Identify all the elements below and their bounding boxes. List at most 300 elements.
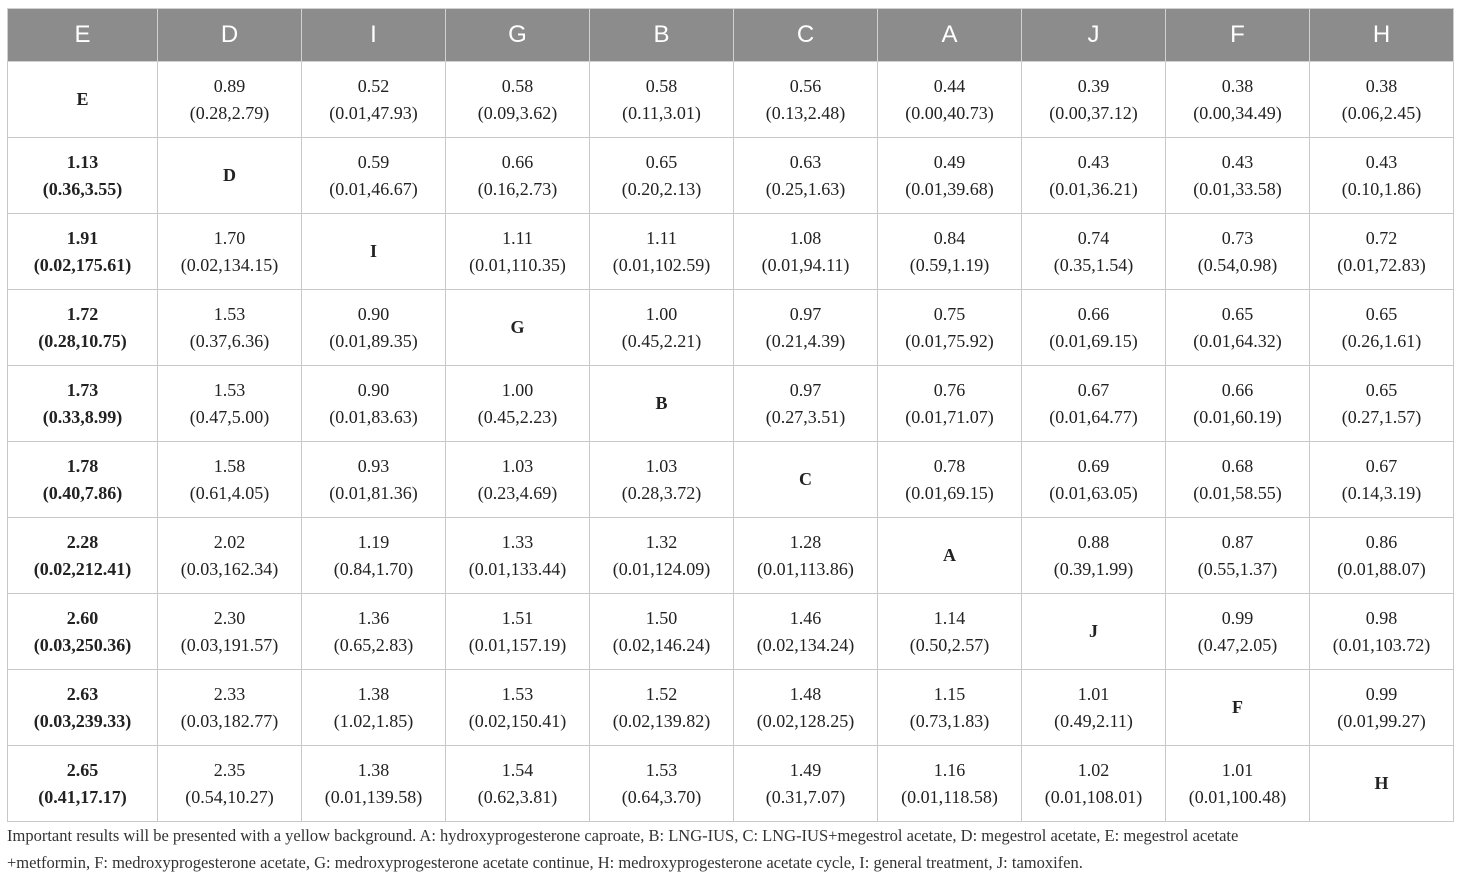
comparison-cell — [158, 746, 302, 822]
comparison-cell — [302, 62, 446, 138]
comparison-cell — [878, 366, 1022, 442]
estimate-value: 0.72 — [1365, 227, 1398, 248]
comparison-cell — [878, 670, 1022, 746]
header-row — [8, 9, 1454, 62]
confidence-interval: (0.40,7.86) — [42, 482, 123, 503]
estimate-value: 1.03 — [501, 455, 534, 476]
comparison-cell — [1022, 214, 1166, 290]
confidence-interval: (0.31,7.07) — [765, 786, 846, 807]
estimate-value: 2.35 — [213, 759, 246, 780]
comparison-cell — [590, 670, 734, 746]
estimate-value: 1.00 — [645, 303, 678, 324]
estimate-value: 0.68 — [1221, 455, 1254, 476]
confidence-interval: (0.01,46.67) — [329, 178, 418, 199]
comparison-cell — [1166, 442, 1310, 518]
confidence-interval: (0.02,175.61) — [33, 254, 132, 275]
estimate-value: 0.38 — [1221, 75, 1254, 96]
confidence-interval: (0.61,4.05) — [189, 482, 270, 503]
estimate-value: 0.39 — [1077, 75, 1110, 96]
confidence-interval: (0.45,2.23) — [477, 406, 558, 427]
comparison-cell — [302, 594, 446, 670]
comparison-cell — [1310, 366, 1454, 442]
column-header: C — [734, 9, 878, 62]
confidence-interval: (0.06,2.45) — [1341, 102, 1422, 123]
estimate-value: 0.44 — [933, 75, 966, 96]
estimate-value: 1.49 — [789, 759, 822, 780]
comparison-cell — [1310, 670, 1454, 746]
comparison-cell — [734, 518, 878, 594]
confidence-interval: (0.39,1.99) — [1053, 558, 1134, 579]
comparison-cell — [1166, 290, 1310, 366]
estimate-value: 0.87 — [1221, 531, 1254, 552]
confidence-interval: (0.25,1.63) — [765, 178, 846, 199]
estimate-value: 0.88 — [1077, 531, 1110, 552]
comparison-cell — [8, 670, 158, 746]
confidence-interval: (0.03,191.57) — [180, 634, 279, 655]
confidence-interval: (0.01,110.35) — [469, 254, 566, 275]
estimate-value: 1.54 — [501, 759, 534, 780]
comparison-cell — [446, 442, 590, 518]
comparison-cell — [590, 518, 734, 594]
confidence-interval: (0.01,102.59) — [612, 254, 711, 275]
estimate-value: 1.32 — [645, 531, 678, 552]
comparison-cell — [734, 214, 878, 290]
comparison-cell — [446, 746, 590, 822]
comparison-cell — [590, 290, 734, 366]
comparison-cell — [1022, 746, 1166, 822]
column-header: I — [302, 9, 446, 62]
confidence-interval: (0.01,60.19) — [1193, 406, 1282, 427]
confidence-interval: (0.01,33.58) — [1193, 178, 1282, 199]
estimate-value: 1.15 — [933, 683, 966, 704]
comparison-cell — [302, 518, 446, 594]
comparison-cell — [446, 518, 590, 594]
comparison-cell — [878, 594, 1022, 670]
confidence-interval: (0.02,134.24) — [756, 634, 855, 655]
confidence-interval: (0.27,1.57) — [1341, 406, 1422, 427]
comparison-cell — [158, 518, 302, 594]
comparison-cell — [1166, 62, 1310, 138]
comparison-cell — [446, 670, 590, 746]
confidence-interval: (0.23,4.69) — [477, 482, 558, 503]
confidence-interval: (1.02,1.85) — [333, 710, 414, 731]
confidence-interval: (0.02,134.15) — [180, 254, 279, 275]
comparison-cell — [8, 442, 158, 518]
comparison-cell — [734, 594, 878, 670]
estimate-value: 1.00 — [501, 379, 534, 400]
confidence-interval: (0.54,0.98) — [1197, 254, 1278, 275]
estimate-value: 0.90 — [357, 379, 390, 400]
confidence-interval: (0.01,100.48) — [1188, 786, 1287, 807]
comparison-cell — [1166, 746, 1310, 822]
comparison-cell — [1022, 290, 1166, 366]
confidence-interval: (0.37,6.36) — [189, 330, 270, 351]
comparison-cell — [302, 670, 446, 746]
confidence-interval: (0.36,3.55) — [42, 178, 123, 199]
estimate-value: 2.30 — [213, 607, 246, 628]
comparison-cell — [158, 62, 302, 138]
comparison-cell — [590, 214, 734, 290]
estimate-value: 1.02 — [1077, 759, 1110, 780]
estimate-value: 0.58 — [645, 75, 678, 96]
estimate-value: 0.84 — [933, 227, 966, 248]
column-header: J — [1022, 9, 1166, 62]
comparison-cell — [1166, 214, 1310, 290]
confidence-interval: (0.33,8.99) — [42, 406, 123, 427]
estimate-value: 2.02 — [213, 531, 246, 552]
estimate-value: 0.63 — [789, 151, 822, 172]
estimate-value: 0.65 — [1365, 379, 1398, 400]
estimate-value: 2.33 — [213, 683, 246, 704]
confidence-interval: (0.03,182.77) — [180, 710, 279, 731]
confidence-interval: (0.55,1.37) — [1197, 558, 1278, 579]
comparison-cell — [1310, 290, 1454, 366]
table-header — [8, 9, 1454, 62]
comparison-cell — [1166, 594, 1310, 670]
comparison-cell — [302, 746, 446, 822]
column-header: G — [446, 9, 590, 62]
estimate-value: 1.78 — [66, 455, 99, 476]
comparison-cell — [878, 138, 1022, 214]
confidence-interval: (0.03,250.36) — [33, 634, 132, 655]
confidence-interval: (0.49,2.11) — [1054, 710, 1133, 731]
confidence-interval: (0.01,58.55) — [1193, 482, 1282, 503]
estimate-value: 0.73 — [1221, 227, 1254, 248]
comparison-cell — [734, 366, 878, 442]
diagonal-cell: I — [302, 214, 446, 290]
estimate-value: 2.60 — [66, 607, 99, 628]
confidence-interval: (0.01,88.07) — [1337, 558, 1426, 579]
comparison-cell — [302, 290, 446, 366]
estimate-value: 1.38 — [357, 683, 390, 704]
league-table — [7, 8, 1454, 822]
comparison-cell — [878, 290, 1022, 366]
confidence-interval: (0.16,2.73) — [477, 178, 558, 199]
confidence-interval: (0.01,103.72) — [1332, 634, 1431, 655]
estimate-value: 1.72 — [66, 303, 99, 324]
confidence-interval: (0.01,81.36) — [329, 482, 418, 503]
estimate-value: 1.11 — [502, 227, 533, 248]
comparison-cell — [8, 214, 158, 290]
confidence-interval: (0.01,139.58) — [324, 786, 423, 807]
estimate-value: 0.65 — [645, 151, 678, 172]
diagonal-cell: F — [1166, 670, 1310, 746]
comparison-cell — [1022, 366, 1166, 442]
estimate-value: 1.58 — [213, 455, 246, 476]
footnote-line-2: +metformin, F: medroxyprogesterone acetate, G: medroxyprogesterone acetate continue, H: medroxyprogesterone acetate cycle, I: general treatment, J: tamoxifen. — [7, 853, 1083, 872]
confidence-interval: (0.62,3.81) — [477, 786, 558, 807]
confidence-interval: (0.01,47.93) — [329, 102, 418, 123]
estimate-value: 1.70 — [213, 227, 246, 248]
table-footnote — [7, 822, 1453, 876]
estimate-value: 1.91 — [66, 227, 99, 248]
comparison-cell — [8, 518, 158, 594]
confidence-interval: (0.28,2.79) — [189, 102, 270, 123]
comparison-cell — [878, 62, 1022, 138]
comparison-cell — [734, 670, 878, 746]
estimate-value: 1.46 — [789, 607, 822, 628]
confidence-interval: (0.02,128.25) — [756, 710, 855, 731]
confidence-interval: (0.65,2.83) — [333, 634, 414, 655]
confidence-interval: (0.01,108.01) — [1044, 786, 1143, 807]
diagonal-cell: A — [878, 518, 1022, 594]
confidence-interval: (0.01,118.58) — [901, 786, 998, 807]
comparison-cell — [8, 594, 158, 670]
estimate-value: 0.65 — [1221, 303, 1254, 324]
diagonal-cell: C — [734, 442, 878, 518]
estimate-value: 0.43 — [1221, 151, 1254, 172]
table-row — [8, 366, 1454, 442]
confidence-interval: (0.01,72.83) — [1337, 254, 1426, 275]
comparison-cell — [1022, 138, 1166, 214]
estimate-value: 0.78 — [933, 455, 966, 476]
confidence-interval: (0.21,4.39) — [765, 330, 846, 351]
estimate-value: 1.03 — [645, 455, 678, 476]
confidence-interval: (0.01,39.68) — [905, 178, 994, 199]
comparison-cell — [446, 214, 590, 290]
confidence-interval: (0.01,124.09) — [612, 558, 711, 579]
estimate-value: 1.19 — [357, 531, 390, 552]
confidence-interval: (0.01,89.35) — [329, 330, 418, 351]
comparison-cell — [302, 138, 446, 214]
confidence-interval: (0.28,3.72) — [621, 482, 702, 503]
comparison-cell — [1166, 138, 1310, 214]
confidence-interval: (0.13,2.48) — [765, 102, 846, 123]
estimate-value: 1.73 — [66, 379, 99, 400]
confidence-interval: (0.64,3.70) — [621, 786, 702, 807]
estimate-value: 1.38 — [357, 759, 390, 780]
confidence-interval: (0.03,239.33) — [33, 710, 132, 731]
estimate-value: 1.16 — [933, 759, 966, 780]
estimate-value: 1.51 — [501, 607, 534, 628]
estimate-value: 1.53 — [213, 303, 246, 324]
estimate-value: 0.66 — [1221, 379, 1254, 400]
confidence-interval: (0.20,2.13) — [621, 178, 702, 199]
comparison-cell — [1310, 138, 1454, 214]
comparison-cell — [1022, 442, 1166, 518]
estimate-value: 1.48 — [789, 683, 822, 704]
table-body — [8, 62, 1454, 822]
confidence-interval: (0.01,75.92) — [905, 330, 994, 351]
confidence-interval: (0.28,10.75) — [38, 330, 127, 351]
estimate-value: 2.63 — [66, 683, 99, 704]
comparison-cell — [1310, 594, 1454, 670]
estimate-value: 1.28 — [789, 531, 822, 552]
comparison-cell — [446, 594, 590, 670]
confidence-interval: (0.02,146.24) — [612, 634, 711, 655]
estimate-value: 1.50 — [645, 607, 678, 628]
comparison-cell — [1022, 670, 1166, 746]
estimate-value: 1.01 — [1221, 759, 1254, 780]
comparison-cell — [158, 366, 302, 442]
table-row — [8, 442, 1454, 518]
footnote-line-1: Important results will be presented with a yellow background. A: hydroxyprogesterone caproate, B: LNG-IUS, C: LNG-IUS+megestrol acetate, D: megestrol acetate, E: megestrol acetate — [7, 826, 1239, 845]
confidence-interval: (0.00,37.12) — [1049, 102, 1138, 123]
estimate-value: 0.76 — [933, 379, 966, 400]
column-header: A — [878, 9, 1022, 62]
confidence-interval: (0.01,113.86) — [757, 558, 854, 579]
estimate-value: 2.65 — [66, 759, 99, 780]
confidence-interval: (0.00,34.49) — [1193, 102, 1282, 123]
confidence-interval: (0.73,1.83) — [909, 710, 990, 731]
estimate-value: 0.66 — [1077, 303, 1110, 324]
confidence-interval: (0.01,63.05) — [1049, 482, 1138, 503]
column-header: B — [590, 9, 734, 62]
comparison-cell — [734, 62, 878, 138]
confidence-interval: (0.45,2.21) — [621, 330, 702, 351]
comparison-cell — [8, 746, 158, 822]
confidence-interval: (0.41,17.17) — [38, 786, 127, 807]
comparison-cell — [1310, 214, 1454, 290]
comparison-cell — [1166, 518, 1310, 594]
confidence-interval: (0.01,157.19) — [468, 634, 567, 655]
table-row — [8, 138, 1454, 214]
confidence-interval: (0.14,3.19) — [1341, 482, 1422, 503]
estimate-value: 0.86 — [1365, 531, 1398, 552]
estimate-value: 1.36 — [357, 607, 390, 628]
table-row — [8, 670, 1454, 746]
comparison-cell — [158, 670, 302, 746]
comparison-cell — [158, 214, 302, 290]
comparison-cell — [1022, 518, 1166, 594]
confidence-interval: (0.11,3.01) — [622, 102, 701, 123]
confidence-interval: (0.35,1.54) — [1053, 254, 1134, 275]
estimate-value: 1.01 — [1077, 683, 1110, 704]
confidence-interval: (0.01,36.21) — [1049, 178, 1138, 199]
confidence-interval: (0.01,83.63) — [329, 406, 418, 427]
table-row — [8, 594, 1454, 670]
confidence-interval: (0.00,40.73) — [905, 102, 994, 123]
comparison-cell — [1310, 62, 1454, 138]
comparison-cell — [8, 138, 158, 214]
table-row — [8, 518, 1454, 594]
column-header: E — [8, 9, 158, 62]
estimate-value: 0.59 — [357, 151, 390, 172]
comparison-cell — [590, 594, 734, 670]
confidence-interval: (0.84,1.70) — [333, 558, 414, 579]
estimate-value: 0.65 — [1365, 303, 1398, 324]
estimate-value: 0.99 — [1365, 683, 1398, 704]
estimate-value: 1.11 — [646, 227, 677, 248]
confidence-interval: (0.01,64.77) — [1049, 406, 1138, 427]
comparison-cell — [590, 62, 734, 138]
estimate-value: 1.33 — [501, 531, 534, 552]
diagonal-cell: D — [158, 138, 302, 214]
table-row — [8, 290, 1454, 366]
comparison-cell — [734, 138, 878, 214]
estimate-value: 0.99 — [1221, 607, 1254, 628]
confidence-interval: (0.59,1.19) — [909, 254, 990, 275]
comparison-cell — [590, 746, 734, 822]
estimate-value: 0.38 — [1365, 75, 1398, 96]
comparison-cell — [734, 290, 878, 366]
estimate-value: 1.53 — [501, 683, 534, 704]
estimate-value: 0.43 — [1365, 151, 1398, 172]
comparison-cell — [8, 366, 158, 442]
estimate-value: 0.52 — [357, 75, 390, 96]
column-header: H — [1310, 9, 1454, 62]
estimate-value: 0.58 — [501, 75, 534, 96]
confidence-interval: (0.03,162.34) — [180, 558, 279, 579]
comparison-cell — [8, 290, 158, 366]
confidence-interval: (0.10,1.86) — [1341, 178, 1422, 199]
comparison-cell — [446, 366, 590, 442]
comparison-cell — [446, 138, 590, 214]
diagonal-cell: B — [590, 366, 734, 442]
confidence-interval: (0.01,71.07) — [905, 406, 994, 427]
comparison-cell — [878, 442, 1022, 518]
estimate-value: 1.53 — [645, 759, 678, 780]
estimate-value: 1.08 — [789, 227, 822, 248]
estimate-value: 0.49 — [933, 151, 966, 172]
comparison-cell — [1310, 442, 1454, 518]
confidence-interval: (0.02,150.41) — [468, 710, 567, 731]
diagonal-cell: G — [446, 290, 590, 366]
comparison-cell — [158, 442, 302, 518]
estimate-value: 1.53 — [213, 379, 246, 400]
confidence-interval: (0.01,99.27) — [1337, 710, 1426, 731]
estimate-value: 0.74 — [1077, 227, 1110, 248]
confidence-interval: (0.26,1.61) — [1341, 330, 1422, 351]
confidence-interval: (0.02,212.41) — [33, 558, 132, 579]
estimate-value: 0.67 — [1365, 455, 1398, 476]
comparison-cell — [1310, 518, 1454, 594]
comparison-cell — [878, 214, 1022, 290]
estimate-value: 2.28 — [66, 531, 99, 552]
estimate-value: 0.75 — [933, 303, 966, 324]
confidence-interval: (0.02,139.82) — [612, 710, 711, 731]
estimate-value: 0.90 — [357, 303, 390, 324]
confidence-interval: (0.27,3.51) — [765, 406, 846, 427]
estimate-value: 1.52 — [645, 683, 678, 704]
estimate-value: 0.93 — [357, 455, 390, 476]
comparison-cell — [158, 594, 302, 670]
comparison-cell — [158, 290, 302, 366]
comparison-cell — [1166, 366, 1310, 442]
comparison-cell — [1022, 62, 1166, 138]
confidence-interval: (0.01,69.15) — [1049, 330, 1138, 351]
confidence-interval: (0.01,64.32) — [1193, 330, 1282, 351]
comparison-cell — [302, 442, 446, 518]
table-row — [8, 214, 1454, 290]
estimate-value: 0.89 — [213, 75, 246, 96]
column-header: D — [158, 9, 302, 62]
confidence-interval: (0.47,2.05) — [1197, 634, 1278, 655]
confidence-interval: (0.50,2.57) — [909, 634, 990, 655]
comparison-cell — [590, 138, 734, 214]
table-row — [8, 62, 1454, 138]
confidence-interval: (0.54,10.27) — [185, 786, 274, 807]
estimate-value: 0.67 — [1077, 379, 1110, 400]
table-row — [8, 746, 1454, 822]
confidence-interval: (0.01,69.15) — [905, 482, 994, 503]
comparison-cell — [878, 746, 1022, 822]
comparison-cell — [590, 442, 734, 518]
estimate-value: 0.69 — [1077, 455, 1110, 476]
comparison-cell — [446, 62, 590, 138]
estimate-value: 0.56 — [789, 75, 822, 96]
estimate-value: 0.66 — [501, 151, 534, 172]
estimate-value: 0.97 — [789, 379, 822, 400]
estimate-value: 0.97 — [789, 303, 822, 324]
comparison-cell — [734, 746, 878, 822]
confidence-interval: (0.01,133.44) — [468, 558, 567, 579]
confidence-interval: (0.09,3.62) — [477, 102, 558, 123]
diagonal-cell: J — [1022, 594, 1166, 670]
comparison-cell — [302, 366, 446, 442]
diagonal-cell: H — [1310, 746, 1454, 822]
estimate-value: 0.43 — [1077, 151, 1110, 172]
